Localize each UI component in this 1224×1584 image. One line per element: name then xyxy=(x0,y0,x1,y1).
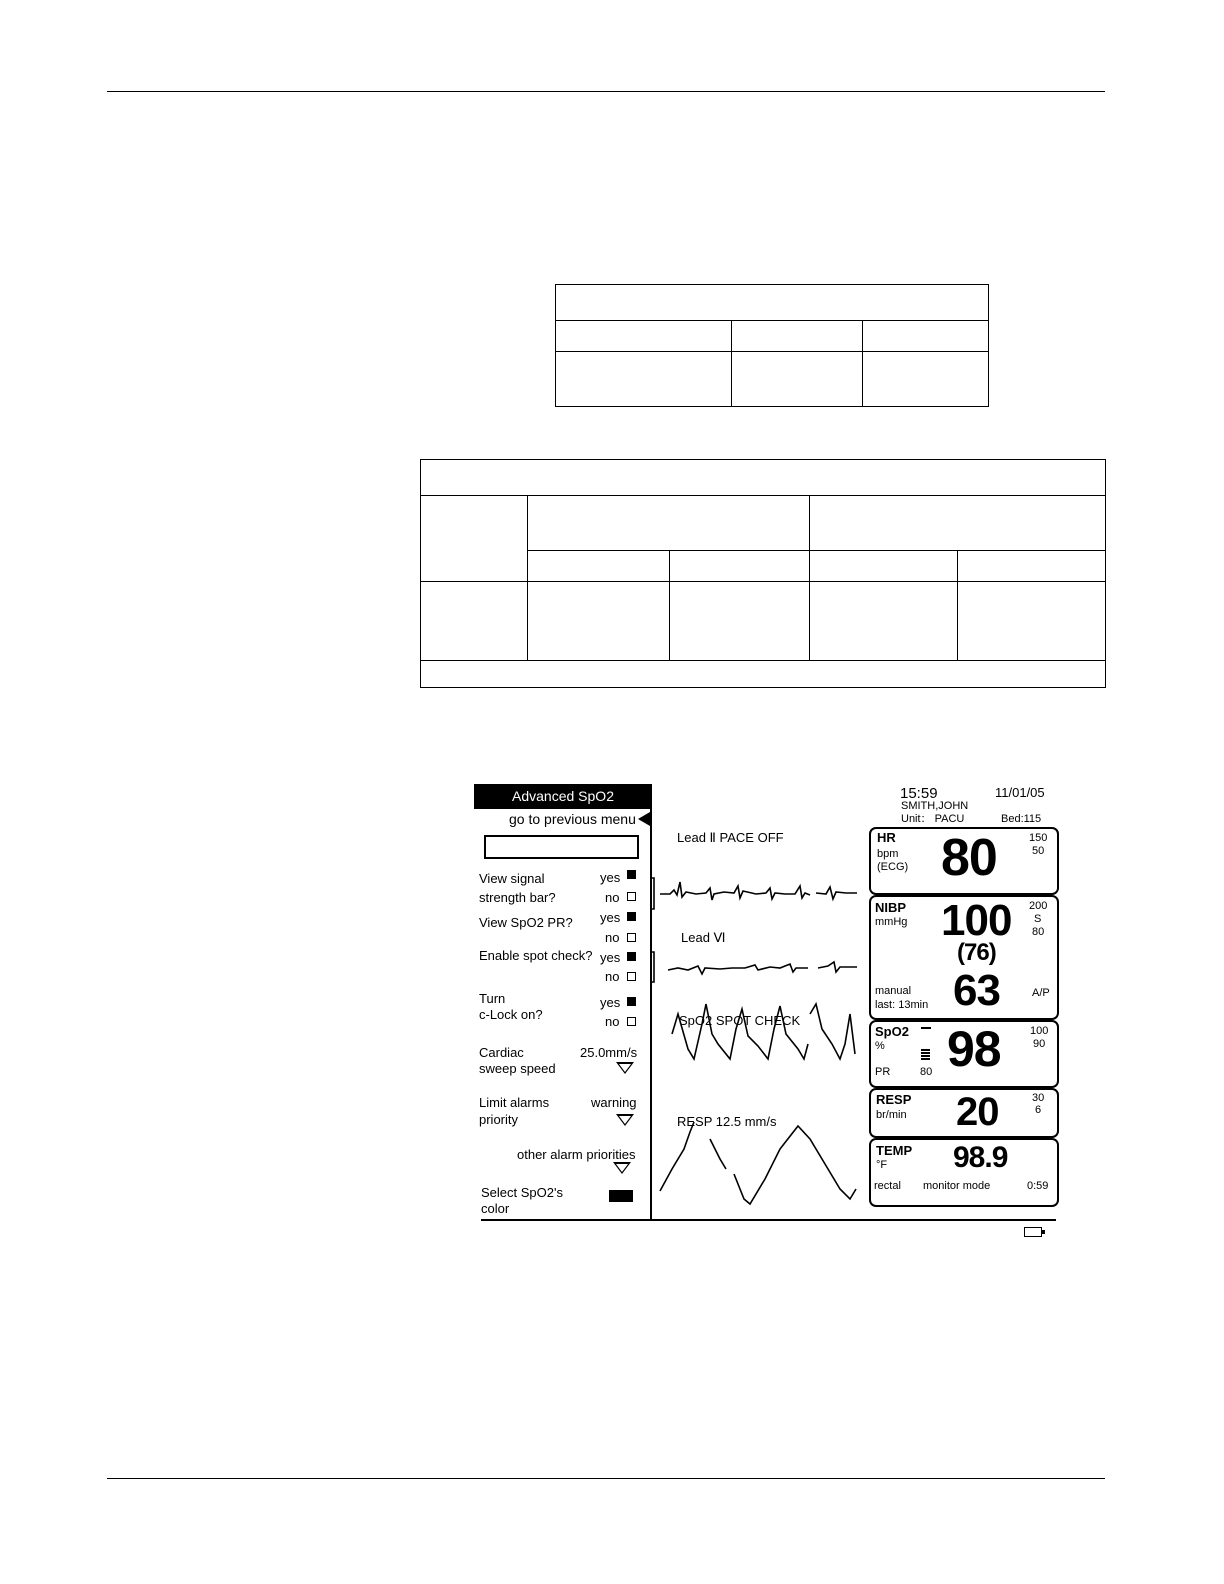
yes-label: yes xyxy=(600,950,621,965)
lead5-label: Lead Ⅵ xyxy=(681,930,726,945)
table-cell xyxy=(958,551,1106,582)
temp-mode: monitor mode xyxy=(923,1180,991,1192)
nibp-label: NIBP xyxy=(875,900,907,915)
table-cell xyxy=(421,496,528,582)
resp-value: 20 xyxy=(956,1090,999,1134)
temp-timer: 0:59 xyxy=(1027,1180,1049,1192)
view-pr-label: View SpO2 PR? xyxy=(479,915,573,930)
pr-no-checkbox[interactable] xyxy=(627,933,636,942)
spot-check-no-checkbox[interactable] xyxy=(627,972,636,981)
bottom-rule xyxy=(107,1478,1105,1479)
temp-value: 98.9 xyxy=(953,1141,1008,1174)
color-label-2: color xyxy=(481,1201,510,1216)
resp-wave xyxy=(660,1122,694,1191)
nibp-mode-letter: S xyxy=(1034,913,1042,925)
no-label: no xyxy=(605,930,620,945)
hr-panel[interactable] xyxy=(869,827,1059,895)
back-arrow-icon[interactable] xyxy=(638,812,650,826)
limit-value: warning xyxy=(591,1095,637,1110)
table-cell xyxy=(421,582,528,661)
spo2-panel[interactable] xyxy=(869,1020,1059,1088)
lead2-label: Lead Ⅱ PACE OFF xyxy=(677,830,784,845)
table-header-cell xyxy=(556,285,989,321)
temp-unit: °F xyxy=(876,1159,888,1171)
hr-low-limit: 50 xyxy=(1032,845,1045,857)
view-signal-label-2: strength bar? xyxy=(479,890,556,905)
battery-icon xyxy=(1024,1227,1042,1237)
spo2-high-limit: 100 xyxy=(1030,1025,1049,1037)
nibp-last: last: 13min xyxy=(875,999,929,1011)
clock-time: 15:59 xyxy=(900,785,938,802)
limit-dropdown-icon[interactable] xyxy=(616,1114,634,1126)
clock-label: Turn xyxy=(479,991,506,1006)
other-priorities-label: other alarm priorities xyxy=(517,1147,636,1162)
nibp-mean: (76) xyxy=(957,939,996,966)
table-cell xyxy=(670,582,810,661)
nibp-panel[interactable] xyxy=(869,895,1059,1020)
temp-label: TEMP xyxy=(876,1143,913,1158)
limit-label-2: priority xyxy=(479,1112,519,1127)
hr-high-limit: 150 xyxy=(1029,832,1048,844)
clock-yes-checkbox[interactable] xyxy=(627,997,636,1006)
unit: Unit： PACU xyxy=(901,813,965,825)
yes-label: yes xyxy=(600,870,621,885)
spo2-value: 98 xyxy=(947,1021,1001,1077)
nibp-mode: manual xyxy=(875,985,912,997)
yes-label: yes xyxy=(600,910,621,925)
table-cell xyxy=(732,352,863,407)
spot-check-label: Enable spot check? xyxy=(479,948,593,963)
no-label: no xyxy=(605,890,620,905)
resp-high-limit: 30 xyxy=(1032,1092,1045,1104)
spo2-pleth-wave xyxy=(672,1004,808,1059)
table-cell xyxy=(810,496,1106,551)
sweep-label-2: sweep speed xyxy=(479,1061,556,1076)
patient-monitor-screen xyxy=(474,784,1064,1244)
bed: Bed:115 xyxy=(1001,813,1042,825)
bottom-line xyxy=(481,1219,1056,1221)
previous-menu-label: go to previous menu xyxy=(509,811,636,827)
table-cell xyxy=(528,496,810,551)
view-signal-label: View signal xyxy=(479,871,545,886)
resp-wave xyxy=(734,1126,856,1204)
table-cell xyxy=(810,551,958,582)
resp-wave xyxy=(710,1139,726,1169)
previous-menu-link[interactable] xyxy=(509,811,636,827)
table-cell xyxy=(528,551,670,582)
table-cell xyxy=(863,321,989,352)
sweep-label: Cardiac xyxy=(479,1045,524,1060)
spo2-unit: % xyxy=(875,1040,885,1052)
spo2-pleth-wave xyxy=(810,1004,855,1059)
clock-no-checkbox[interactable] xyxy=(627,1017,636,1026)
lead5-bracket xyxy=(650,952,654,982)
sweep-dropdown-icon[interactable] xyxy=(616,1062,634,1074)
no-label: no xyxy=(605,969,620,984)
resp-panel[interactable] xyxy=(869,1088,1059,1138)
table-cell xyxy=(556,352,732,407)
signal-strength-bar xyxy=(921,1049,930,1060)
resp-wave-label: RESP 12.5 mm/s xyxy=(677,1114,777,1129)
table-cell xyxy=(732,321,863,352)
ecg-lead5-wave xyxy=(668,964,808,974)
top-rule xyxy=(107,91,1105,92)
spo2-low-limit: 90 xyxy=(1033,1038,1046,1050)
signal-bar-yes-checkbox[interactable] xyxy=(627,870,636,879)
nibp-low-limit: 80 xyxy=(1032,926,1045,938)
pr-value: 80 xyxy=(920,1066,933,1078)
small-table xyxy=(555,284,989,407)
table-cell xyxy=(810,582,958,661)
spo2-label: SpO2 xyxy=(875,1024,909,1039)
nibp-systolic: 100 xyxy=(941,896,1012,945)
yes-label: yes xyxy=(600,995,621,1010)
resp-low-limit: 6 xyxy=(1035,1104,1042,1116)
battery-tip xyxy=(1042,1230,1045,1234)
other-priorities-dropdown-icon[interactable] xyxy=(613,1162,631,1174)
temp-site: rectal xyxy=(874,1180,901,1192)
patient-name: SMITH,JOHN xyxy=(901,800,969,812)
hr-value: 80 xyxy=(941,829,997,887)
clock-label-2: c-Lock on? xyxy=(479,1007,543,1022)
menu-text-field[interactable] xyxy=(484,835,639,859)
nibp-diastolic: 63 xyxy=(953,966,1000,1015)
no-label: no xyxy=(605,1014,620,1029)
date: 11/01/05 xyxy=(995,785,1045,800)
hr-label: HR xyxy=(877,830,896,845)
signal-bar-no-checkbox[interactable] xyxy=(627,892,636,901)
table-header-cell xyxy=(421,460,1106,496)
spot-check-yes-checkbox[interactable] xyxy=(627,952,636,961)
lead2-bracket xyxy=(650,878,654,909)
signal-strength-top-bar xyxy=(921,1027,931,1029)
ecg-lead5-wave xyxy=(818,962,857,972)
pr-label: PR xyxy=(875,1066,891,1078)
menu-title: Advanced SpO2 xyxy=(474,784,652,809)
color-swatch-button[interactable] xyxy=(609,1190,633,1202)
nibp-ap: A/P xyxy=(1032,987,1050,999)
table-cell xyxy=(556,321,732,352)
table-cell xyxy=(958,582,1106,661)
limit-label: Limit alarms xyxy=(479,1095,550,1110)
resp-label: RESP xyxy=(876,1092,912,1107)
hr-unit: bpm xyxy=(877,848,899,860)
nibp-unit: mmHg xyxy=(875,916,908,928)
sweep-value: 25.0mm/s xyxy=(580,1045,638,1060)
temp-panel[interactable] xyxy=(869,1138,1059,1207)
color-label: Select SpO2's xyxy=(481,1185,563,1200)
waveforms-svg xyxy=(650,864,865,1214)
large-table xyxy=(420,459,1106,688)
hr-source: (ECG) xyxy=(877,861,909,873)
resp-unit: br/min xyxy=(876,1109,907,1121)
table-cell xyxy=(670,551,810,582)
ecg-lead2-wave xyxy=(660,882,810,900)
ecg-lead2-wave xyxy=(816,887,857,899)
table-footer-cell xyxy=(421,661,1106,688)
pr-yes-checkbox[interactable] xyxy=(627,912,636,921)
spo2-wave-label: SpO2 SPOT CHECK xyxy=(679,1013,801,1028)
table-cell xyxy=(528,582,670,661)
nibp-high-limit: 200 xyxy=(1029,900,1048,912)
table-cell xyxy=(863,352,989,407)
